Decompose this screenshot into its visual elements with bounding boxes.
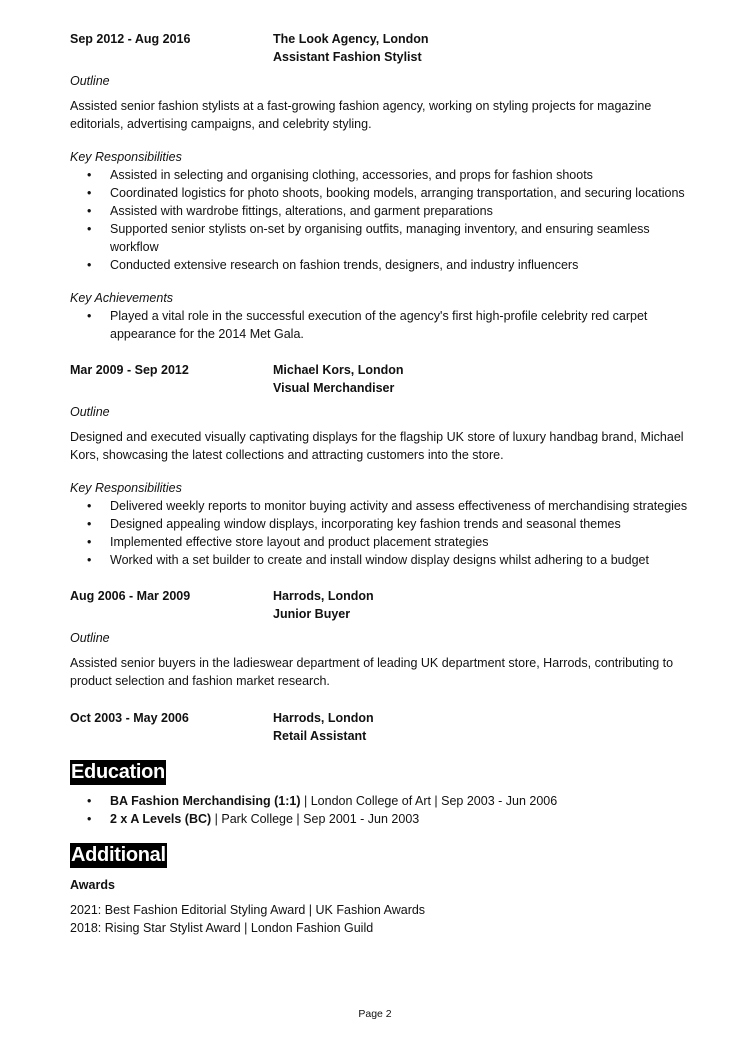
job-dates: Aug 2006 - Mar 2009 bbox=[70, 589, 191, 603]
list-item: • Assisted with wardrobe fittings, alterations, and garment preparations bbox=[70, 202, 690, 220]
awards-label: Awards bbox=[70, 878, 115, 892]
job-header bbox=[70, 361, 690, 397]
qualification-details: | London College of Art | Sep 2003 - Jun 2006 bbox=[300, 794, 558, 808]
award-item: 2018: Rising Star Stylist Award | London Fashion Guild bbox=[70, 921, 374, 935]
list-item: • Coordinated logistics for photo shoots, booking models, arranging transportation, and securing locations bbox=[70, 184, 690, 202]
responsibilities-list bbox=[70, 497, 690, 569]
list-item: • Assisted in selecting and organising clothing, accessories, and props for fashion shoots bbox=[70, 166, 690, 184]
job-role: Junior Buyer bbox=[273, 607, 351, 621]
qualification: BA Fashion Merchandising (1:1) bbox=[110, 794, 301, 808]
job-company: Harrods, London bbox=[273, 589, 374, 603]
job-company: The Look Agency, London bbox=[273, 32, 429, 46]
responsibilities-list bbox=[70, 166, 690, 274]
job-entry bbox=[70, 709, 690, 745]
education-list bbox=[70, 792, 690, 828]
job-org bbox=[273, 587, 374, 623]
outline-text: Designed and executed visually captivating displays for the flagship UK store of luxury handbag brand, Michael Kors, showcasing the latest collections and attracting customers into the store. bbox=[70, 430, 684, 462]
list-item: • Worked with a set builder to create and install window display designs whilst adhering to a budget bbox=[70, 551, 690, 569]
responsibilities-label: Key Responsibilities bbox=[70, 481, 182, 495]
resume-page-content bbox=[70, 30, 690, 937]
education-item bbox=[70, 792, 690, 810]
job-role: Visual Merchandiser bbox=[273, 381, 395, 395]
achievements-list bbox=[70, 307, 690, 343]
job-company: Michael Kors, London bbox=[273, 363, 404, 377]
page-number: Page 2 bbox=[358, 1008, 392, 1020]
list-item: • Conducted extensive research on fashion trends, designers, and industry influencers bbox=[70, 256, 690, 274]
award-item: 2021: Best Fashion Editorial Styling Award | UK Fashion Awards bbox=[70, 903, 426, 917]
job-entry bbox=[70, 587, 690, 690]
job-role: Assistant Fashion Stylist bbox=[273, 50, 422, 64]
job-dates: Oct 2003 - May 2006 bbox=[70, 711, 189, 725]
outline-label: Outline bbox=[70, 631, 110, 645]
section-title-additional: Additional bbox=[71, 844, 166, 866]
awards-list bbox=[70, 901, 690, 937]
job-company: Harrods, London bbox=[273, 711, 374, 725]
job-org bbox=[273, 361, 404, 397]
list-item: • Played a vital role in the successful execution of the agency's first high-profile celebrity red carpet appearance for the 2014 Met Gala. bbox=[70, 307, 690, 343]
job-role: Retail Assistant bbox=[273, 729, 367, 743]
qualification: 2 x A Levels (BC) bbox=[110, 812, 212, 826]
education-section bbox=[70, 760, 690, 828]
job-header bbox=[70, 709, 690, 745]
achievements-label: Key Achievements bbox=[70, 291, 174, 305]
qualification-details: | Park College | Sep 2001 - Jun 2003 bbox=[211, 812, 420, 826]
outline-text: Assisted senior buyers in the ladieswear department of leading UK department store, Harrods, contributing to product selection and fashion market research. bbox=[70, 656, 674, 688]
additional-section bbox=[70, 843, 690, 937]
job-dates: Mar 2009 - Sep 2012 bbox=[70, 363, 189, 377]
job-header bbox=[70, 587, 690, 623]
outline-label: Outline bbox=[70, 405, 110, 419]
job-org bbox=[273, 30, 429, 66]
list-item: • Implemented effective store layout and product placement strategies bbox=[70, 533, 690, 551]
outline-text: Assisted senior fashion stylists at a fast-growing fashion agency, working on styling projects for magazine editorials, advertising campaigns, and celebrity styling. bbox=[70, 99, 652, 131]
section-title-education: Education bbox=[71, 761, 165, 783]
list-item: • Delivered weekly reports to monitor buying activity and assess effectiveness of merchandising strategies bbox=[70, 497, 690, 515]
job-org bbox=[273, 709, 374, 745]
outline-label: Outline bbox=[70, 74, 110, 88]
list-item: • Designed appealing window displays, incorporating key fashion trends and seasonal themes bbox=[70, 515, 690, 533]
list-item: • Supported senior stylists on-set by organising outfits, managing inventory, and ensuring seamless workflow bbox=[70, 220, 690, 256]
job-entry bbox=[70, 30, 690, 343]
job-dates: Sep 2012 - Aug 2016 bbox=[70, 32, 191, 46]
education-item bbox=[70, 810, 690, 828]
job-entry bbox=[70, 361, 690, 569]
job-header bbox=[70, 30, 690, 66]
responsibilities-label: Key Responsibilities bbox=[70, 150, 182, 164]
